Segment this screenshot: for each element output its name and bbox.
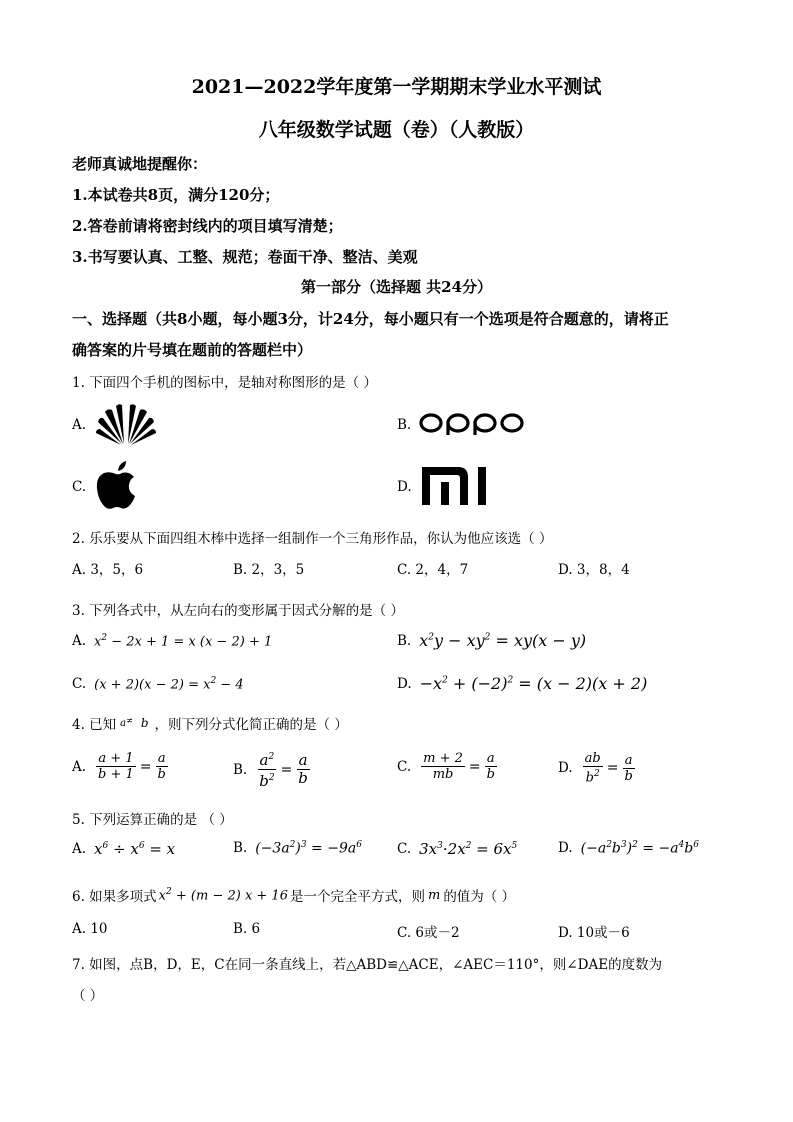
q5-option-c-label: C. [397, 841, 412, 857]
q4-option-b-label: B. [233, 761, 248, 778]
q4-option-c-lhs: $\frac{m + 2}{mb}$ [423, 751, 463, 782]
q7-stem-line1: 7. 如图，点B，D，E，C在同一条直线上，若△ABD≌△ACE，∠AEC＝110°，则∠DAE的度数为 [72, 957, 663, 973]
q3-option-d [397, 674, 647, 693]
q6-stem-pre: 6. 如果多项式 [72, 889, 157, 905]
q4-option-a-lhs: $\frac{a + 1}{b + 1}$ [98, 751, 134, 782]
q1-stem: 1. 下面四个手机的图标中，是轴对称图形的是（ ） [72, 375, 377, 391]
q6-stem-var: m [427, 887, 441, 903]
q1-option-b-label: B. [397, 417, 412, 433]
q4-option-d: D. $\frac{ab}{b^2}$ = $\frac{a}{b}$ [558, 751, 633, 786]
q4-stem-pre: 4. 已知 [72, 717, 117, 733]
q4-option-d-label: D. [558, 760, 573, 777]
q5-option-a-label: A. [72, 841, 87, 857]
q2-option-a: A. 3，5，6 [72, 562, 144, 578]
q5-option-d-label: D. [558, 840, 573, 857]
q4-option-d-rhs: $\frac{a}{b}$ [624, 752, 633, 784]
q4-option-b-lhs: $\frac{a^2}{b^2}$ [259, 751, 275, 790]
q1-option-d-label: D. [397, 479, 412, 495]
q6-stem-post: 是一个完全平方式，则 [289, 889, 425, 905]
q3-option-d-formula: $-x^2 + (-2)^2 = (x - 2)(x + 2)$ [419, 674, 648, 693]
q5-option-c [397, 840, 517, 858]
q5-option-b-label: B. [233, 840, 248, 857]
q3-option-b-formula: $x^2y - xy^2 = xy(x - y)$ [419, 631, 587, 650]
huawei-logo-icon [95, 402, 157, 446]
q3-option-c [72, 676, 244, 692]
q2-stem: 2. 乐乐要从下面四组木棒中选择一组制作一个三角形作品，你认为他应该选（ ） [72, 531, 553, 547]
mi-logo-icon [420, 465, 488, 507]
q3-option-b-label: B. [397, 632, 412, 649]
q5-option-b [233, 840, 362, 857]
q3-option-d-label: D. [397, 675, 412, 692]
q3-option-a [72, 633, 272, 649]
q6-option-c: C. 6或－2 [397, 925, 460, 941]
q6-option-d: D. 10或－6 [558, 925, 630, 941]
q5-stem: 5. 下列运算正确的是 （ ） [72, 812, 233, 828]
q4-stem-var-a: a [120, 717, 127, 729]
q4-option-c-label: C. [397, 758, 412, 775]
q4-stem [72, 713, 348, 733]
section-heading-line2: 确答案的片号填在题前的答题栏中） [72, 341, 313, 359]
q2-option-c: C. 2，4，7 [397, 562, 469, 578]
q4-option-d-lhs: $\frac{ab}{b^2}$ [584, 751, 601, 786]
q3-option-a-label: A. [72, 633, 87, 650]
q4-option-c-rhs: $\frac{a}{b}$ [486, 751, 495, 782]
q4-option-a: A. $\frac{a + 1}{b + 1}$ = $\frac{a}{b}$ [72, 751, 166, 782]
section-heading-line1: 一、选择题（共8小题，每小题3分，计24分，每小题只有一个选项是符合题意的，请将正 [72, 310, 669, 328]
q4-option-b: B. $\frac{a^2}{b^2}$ = $\frac{a}{b}$ [233, 751, 308, 790]
q6-option-a: A. 10 [72, 921, 108, 937]
notice-heading: 老师真诚地提醒你： [72, 155, 208, 173]
apple-logo-icon [95, 460, 139, 510]
q5-option-a [72, 840, 175, 858]
q5-option-d [558, 840, 699, 857]
part1-heading: 第一部分（选择题 共24分） [300, 278, 493, 296]
q2-option-d: D. 3，8，4 [558, 562, 630, 578]
q6-stem [72, 885, 515, 905]
exam-subtitle: 八年级数学试题（卷）（人教版） [258, 119, 535, 141]
notice-item-3: 3.书写要认真、工整、规范；卷面干净、整洁、美观 [72, 248, 418, 266]
q4-option-b-rhs: $\frac{a}{b}$ [298, 751, 308, 787]
q5-option-b-formula: $(-3a^2)^3 = -9a^6$ [255, 840, 362, 857]
q4-option-a-rhs: $\frac{a}{b}$ [157, 751, 166, 782]
notice-item-1: 1.本试卷共8页，满分120分； [72, 186, 280, 204]
q3-option-b [397, 631, 586, 650]
q5-option-c-formula: $3x^3\cdot 2x^2 = 6x^5$ [419, 840, 518, 858]
exam-title: 2021—2022学年度第一学期期末学业水平测试 [191, 76, 602, 98]
q6-option-b: B. 6 [233, 921, 261, 937]
q5-option-d-formula: $(-a^2b^3)^2 = -a^4b^6$ [580, 840, 699, 857]
q4-option-c: C. $\frac{m + 2}{mb}$ = $\frac{a}{b}$ [397, 751, 495, 782]
q4-stem-var-b: b [140, 716, 149, 730]
q4-option-a-label: A. [72, 758, 87, 775]
q4-stem-post: ，则下列分式化简正确的是（ ） [154, 717, 348, 733]
oppo-logo-icon [418, 410, 526, 436]
q1-option-a-label: A. [72, 417, 87, 433]
notice-item-2: 2.答卷前请将密封线内的项目填写清楚； [72, 217, 343, 235]
q2-option-b: B. 2，3，5 [233, 562, 305, 578]
q6-stem-end: 的值为（ ） [443, 889, 516, 905]
q5-option-a-formula: $x^6 \div x^6 = x$ [94, 840, 176, 858]
q4-stem-symbol: ≠ [126, 715, 133, 725]
q3-stem: 3. 下列各式中，从左向右的变形属于因式分解的是（ ） [72, 603, 404, 619]
q3-option-c-formula: $(x + 2)(x - 2) = x^2 - 4$ [94, 676, 244, 693]
q3-option-a-formula: $x^2 - 2x + 1 = x$ (x − 2) + 1 [94, 633, 273, 650]
q7-stem-line2: （ ） [72, 988, 104, 1004]
q6-polynomial: $x^2 + (m - 2) x + 16$ [158, 886, 288, 904]
q3-option-c-label: C. [72, 676, 87, 693]
q1-option-c-label: C. [72, 479, 87, 495]
